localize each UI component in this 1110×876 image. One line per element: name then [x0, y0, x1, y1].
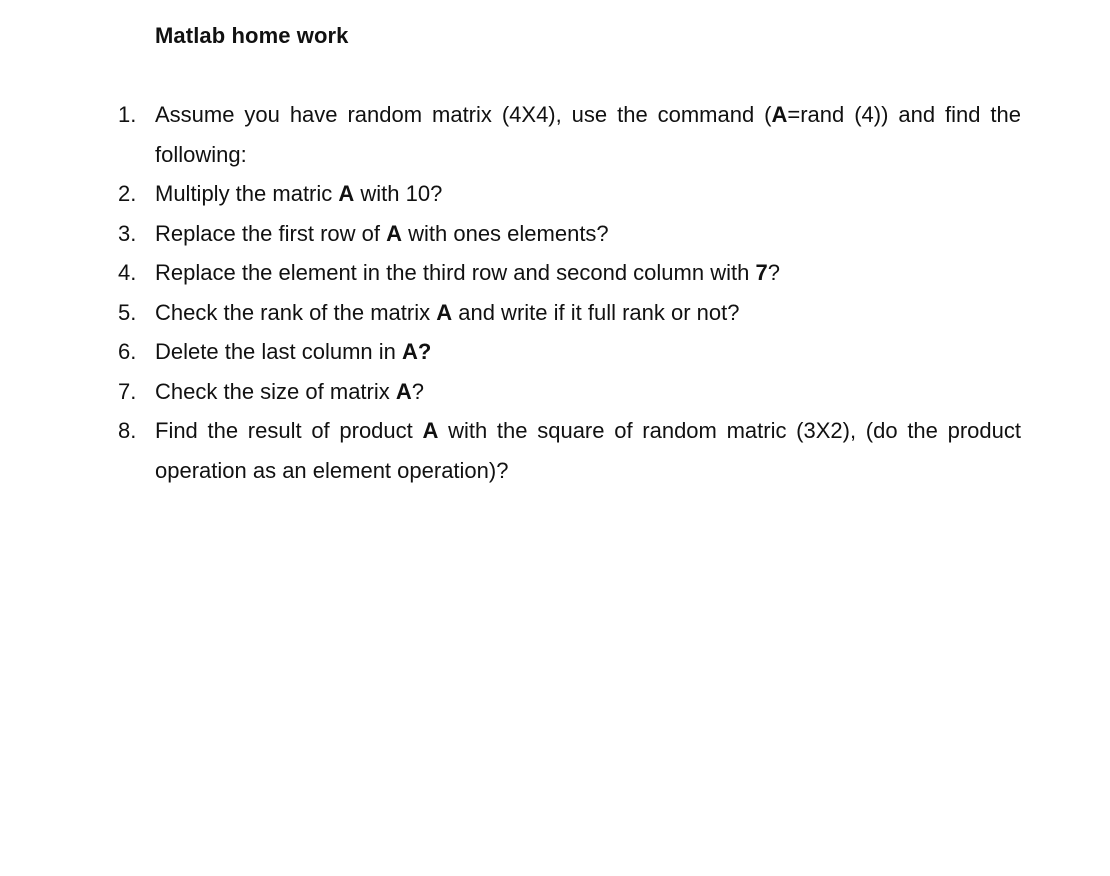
question-text: [155, 214, 1021, 254]
bold-number: 7: [755, 260, 768, 285]
question-number: 5.: [118, 299, 137, 325]
matrix-symbol: A: [395, 378, 412, 404]
question-text: [155, 253, 1021, 293]
question-number: 2.: [118, 181, 137, 206]
question-text: [155, 372, 1021, 412]
document-title: Matlab home work: [155, 23, 349, 48]
matrix-symbol: A: [771, 102, 788, 127]
question-text-part: with the square of random matric (3X2), (do the product operation as an element operation)?: [155, 418, 1021, 483]
question-text: [155, 411, 1021, 490]
question-text: [155, 174, 1021, 214]
question-item-6: [0, 332, 1110, 372]
question-text-part: Find the result of product: [155, 418, 423, 443]
question-item-1: [0, 95, 1110, 174]
question-text-part: Delete the last column in: [155, 339, 403, 364]
question-number: 1.: [118, 102, 137, 127]
matrix-symbol: A: [422, 418, 439, 443]
question-number: 7.: [118, 378, 137, 404]
question-item-2: [0, 174, 1110, 214]
question-text-part: with ones elements?: [402, 220, 609, 246]
question-text-part: =rand (4)) and find the following:: [155, 102, 1021, 167]
question-number: 4.: [118, 260, 137, 285]
question-text-part: Replace the element in the third row and second column with: [155, 260, 756, 285]
question-text: [155, 293, 1021, 333]
question-list: [0, 95, 1110, 490]
matrix-symbol: A: [436, 299, 453, 325]
question-number: 3.: [118, 220, 137, 246]
question-item-4: [0, 253, 1110, 293]
question-number: 8.: [118, 418, 137, 443]
question-item-8: [0, 411, 1110, 490]
question-text-part: ?: [767, 260, 780, 285]
question-item-3: [0, 214, 1110, 254]
question-item-7: [0, 372, 1110, 412]
question-text-part: Multiply the matric: [155, 181, 339, 206]
question-number: 6.: [118, 339, 137, 364]
matrix-symbol: A: [338, 181, 355, 206]
matrix-symbol: A: [386, 220, 402, 246]
question-text-part: with 10?: [354, 181, 443, 206]
question-text-part: Replace the first row of: [155, 220, 387, 246]
question-text-part: and write if it full rank or not?: [452, 299, 740, 325]
matrix-symbol: A?: [402, 339, 432, 364]
question-text: [155, 95, 1021, 174]
question-text: [155, 332, 1021, 372]
question-text-part: Check the size of matrix: [155, 378, 396, 404]
question-text-part: ?: [411, 378, 425, 404]
question-text-part: Check the rank of the matrix: [155, 299, 437, 325]
question-item-5: [0, 293, 1110, 333]
question-text-part: Assume you have random matrix (4X4), use the command (: [155, 102, 772, 127]
